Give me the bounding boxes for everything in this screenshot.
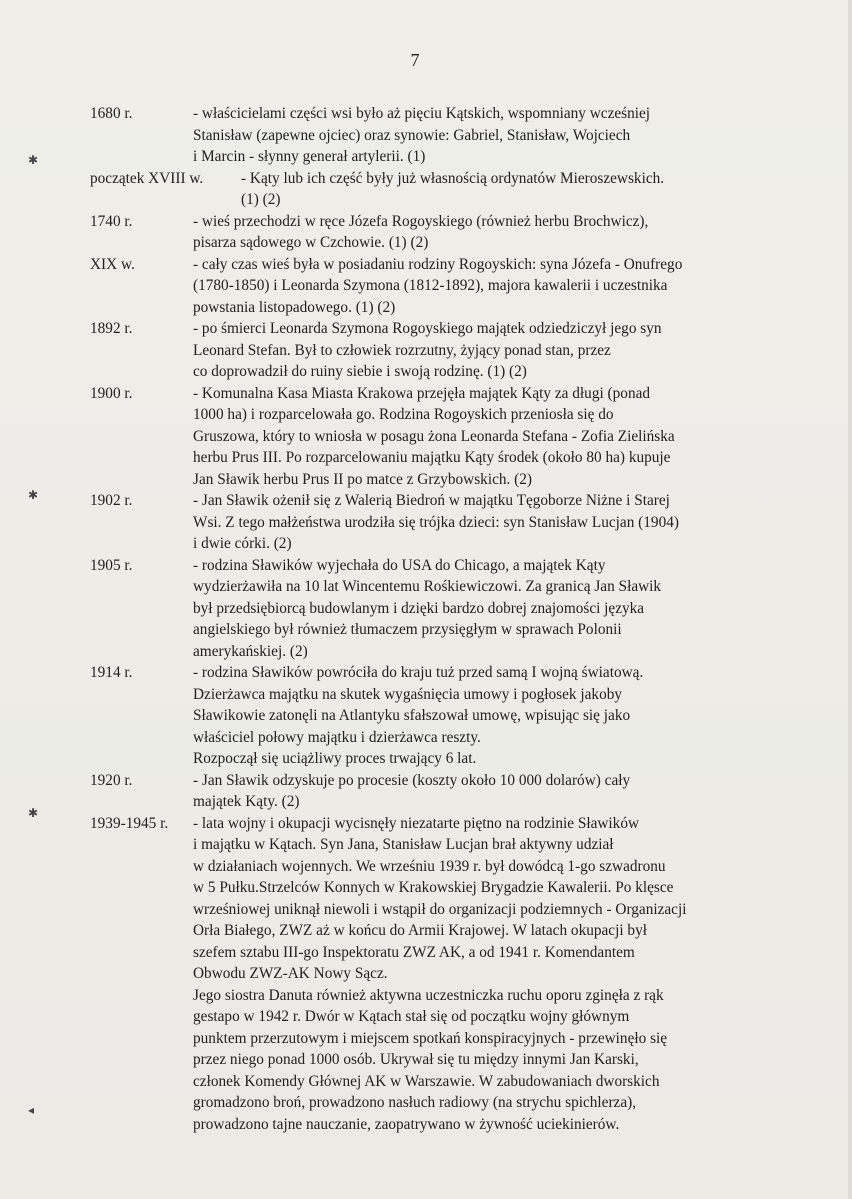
entry-text-line: wydzierżawiła na 10 lat Wincentemu Rośkiewiczowi. Za granicą Jan Sławik — [193, 578, 662, 595]
entry-text-line: Stanisław (zapewne ojciec) oraz synowie: Gabriel, Stanisław, Wojciech — [193, 126, 631, 144]
entry-text-line: - wieś przechodzi w ręce Józefa Rogoyskiego (również herbu Brochwicz), — [193, 212, 649, 230]
entry-text-line: Wsi. Z tego małżeństwa urodziła się trójka dzieci: syn Stanisław Lucjan (1904) — [193, 513, 679, 531]
entry-date: 1892 r. — [90, 320, 133, 337]
entry-text — [193, 254, 750, 319]
entry-text-line: angielskiego był również tłumaczem przysięgłym w sprawach Polonii — [193, 621, 622, 638]
entry-text-line: - po śmierci Leonarda Szymona Rogoyskiego majątek odziedziczył jego syn — [193, 320, 662, 337]
punch-hole-mark-icon: ✱ — [28, 488, 39, 502]
chronology-entry — [90, 662, 750, 770]
page-number: 7 — [410, 50, 420, 70]
entry-date: 1914 r. — [90, 664, 133, 681]
entry-date: 1939-1945 r. — [90, 814, 169, 832]
chronology-entry — [90, 490, 750, 555]
chronology-entry — [90, 383, 750, 491]
entry-text-line: właściciel połowy majątku i dzierżawca reszty. — [193, 728, 481, 746]
entry-date: 1740 r. — [90, 212, 133, 230]
entry-text-line: Jego siostra Danuta również aktywna uczestniczka ruchu oporu zginęła z rąk — [193, 986, 664, 1004]
entry-date: XIX w. — [90, 255, 135, 273]
entry-text-line: herbu Prus III. Po rozparcelowaniu majątku Kąty środek (około 80 ha) kupuje — [193, 449, 671, 466]
entry-text-line: - lata wojny i okupacji wycisnęły niezatarte piętno na rodzinie Sławików — [193, 814, 640, 832]
entry-text-line: i dwie córki. (2) — [193, 535, 292, 552]
entry-text-line: Leonard Stefan. Był to człowiek rozrzutny, żyjący ponad stan, przez — [193, 341, 611, 359]
entry-text-line: w działaniach wojennych. We wrześniu 1939 r. był dowódcą 1-go szwadronu — [193, 857, 666, 875]
entry-text-line: punktem przerzutowym i miejscem spotkań konspiracyjnych - przewinęło się — [193, 1029, 668, 1047]
entry-text-line: Orła Białego, ZWZ aż w końcu do Armii Krajowej. W latach okupacji był — [193, 922, 647, 939]
entry-text-line: - Kąty lub ich część były już własnością ordynatów Mieroszewskich. — [241, 169, 665, 187]
entry-text — [193, 770, 750, 813]
entry-text-line: wrześniowej uniknął niewoli i wstąpił do organizacji podziemnych - Organizacji — [193, 900, 687, 918]
entry-text-line: - Jan Sławik ożenił się z Walerią Biedroń w majątku Tęgoborze Niżne i Starej — [193, 492, 670, 509]
entry-text-line: gestapo w 1942 r. Dwór w Kątach stał się od początku wojny głównym — [193, 1008, 630, 1025]
entry-text — [193, 555, 750, 663]
entry-text-line: i majątku w Kątach. Syn Jana, Stanisław Lucjan brał aktywny udział — [193, 836, 614, 853]
entry-text-line: Sławikowie zatonęli na Atlantyku sfałszował umowę, wpisując się jako — [193, 707, 631, 724]
entry-text-line: Gruszowa, który to wniosła w posagu żona Leonarda Stefana - Zofia Zielińska — [193, 427, 675, 445]
chronology-entry — [90, 555, 750, 663]
entry-text-line: amerykańskiej. (2) — [193, 642, 308, 660]
entry-text-line: szefem sztabu III-go Inspektoratu ZWZ AK, a od 1941 r. Komendantem — [193, 943, 635, 961]
entry-text-line: - Jan Sławik odzyskuje po procesie (koszty około 10 000 dolarów) cały — [193, 771, 631, 789]
chronology-entry — [90, 318, 750, 383]
chronology-entry — [90, 254, 750, 319]
entry-text-line: Jan Sławik herbu Prus II po matce z Grzybowskich. (2) — [193, 470, 532, 488]
punch-hole-mark-icon: ✱ — [28, 806, 39, 820]
entry-text — [193, 318, 750, 383]
entry-text — [241, 168, 750, 211]
entry-text — [193, 662, 750, 770]
entry-date: 1680 r. — [90, 105, 133, 122]
entry-date: 1902 r. — [90, 492, 133, 509]
entry-text-line: członek Komendy Głównej AK w Warszawie. W zabudowaniach dworskich — [193, 1072, 660, 1090]
entry-text-line: przez niego ponad 1000 osób. Ukrywał się tu między innymi Jan Karski, — [193, 1051, 639, 1068]
entry-text-line: - cały czas wieś była w posiadaniu rodziny Rogoyskich: syna Józefa - Onufrego — [193, 255, 683, 273]
entry-text-line: Dzierżawca majątku na skutek wygaśnięcia umowy i pogłosek jakoby — [193, 685, 623, 703]
entry-text-line: i Marcin - słynny generał artylerii. (1) — [193, 148, 426, 165]
chronology-entry — [90, 211, 750, 254]
entry-text-line: powstania listopadowego. (1) (2) — [193, 298, 396, 316]
entry-text-line: w 5 Pułku.Strzelców Konnych w Krakowskiej Brygadzie Kawalerii. Po klęsce — [193, 879, 674, 896]
entry-text-line: pisarza sądowego w Czchowie. (1) (2) — [193, 234, 429, 251]
entry-text-line: 1000 ha) i rozparcelowała go. Rodzina Rogoyskich przeniosła się do — [193, 406, 614, 423]
entry-text-line: prowadzono tajne nauczanie, zaopatrywano w żywność uciekinierów. — [193, 1115, 620, 1133]
entry-text-line: Obwodu ZWZ-AK Nowy Sącz. — [193, 965, 388, 982]
punch-hole-mark-icon: ✱ — [28, 153, 39, 167]
entry-text-line: gromadzono broń, prowadzono nasłuch radiowy (na strychu spichlerza), — [193, 1094, 637, 1111]
entry-text-line: (1780-1850) i Leonarda Szymona (1812-1892), majora kawalerii i uczestnika — [193, 277, 668, 294]
chronology-entry — [90, 103, 750, 168]
entry-date: 1920 r. — [90, 771, 133, 789]
chronology-entry — [90, 168, 750, 211]
entry-date: początek XVIII w. — [90, 169, 204, 187]
chronology-entry — [90, 813, 750, 1136]
entry-text-line: - rodzina Sławików powróciła do kraju tuż przed samą I wojną światową. — [193, 664, 644, 681]
punch-hole-mark-icon: ◂ — [28, 1103, 35, 1117]
entry-text-line: co doprowadził do ruiny siebie i swoją rodzinę. (1) (2) — [193, 363, 527, 380]
entry-date: 1905 r. — [90, 556, 133, 574]
chronology-list — [90, 103, 750, 1135]
entry-text — [193, 103, 750, 168]
entry-text-line: majątek Kąty. (2) — [193, 793, 300, 810]
entry-text — [193, 490, 750, 555]
entry-text-line: - Komunalna Kasa Miasta Krakowa przejęła majątek Kąty za długi (ponad — [193, 384, 651, 402]
entry-text-line: był przedsiębiorcą budowlanym i dzięki bardzo dobrej znajomości języka — [193, 599, 645, 617]
entry-text-line: - właścicielami części wsi było aż pięciu Kątskich, wspomniany wcześniej — [193, 105, 651, 122]
chronology-entry — [90, 770, 750, 813]
entry-text-line: (1) (2) — [241, 191, 281, 208]
entry-text — [193, 383, 750, 491]
entry-text-line: Rozpoczął się uciążliwy proces trwający 6 lat. — [193, 750, 477, 767]
entry-text — [193, 813, 750, 1136]
entry-text-line: - rodzina Sławików wyjechała do USA do Chicago, a majątek Kąty — [193, 556, 606, 574]
entry-date: 1900 r. — [90, 384, 133, 402]
entry-text — [193, 211, 750, 254]
